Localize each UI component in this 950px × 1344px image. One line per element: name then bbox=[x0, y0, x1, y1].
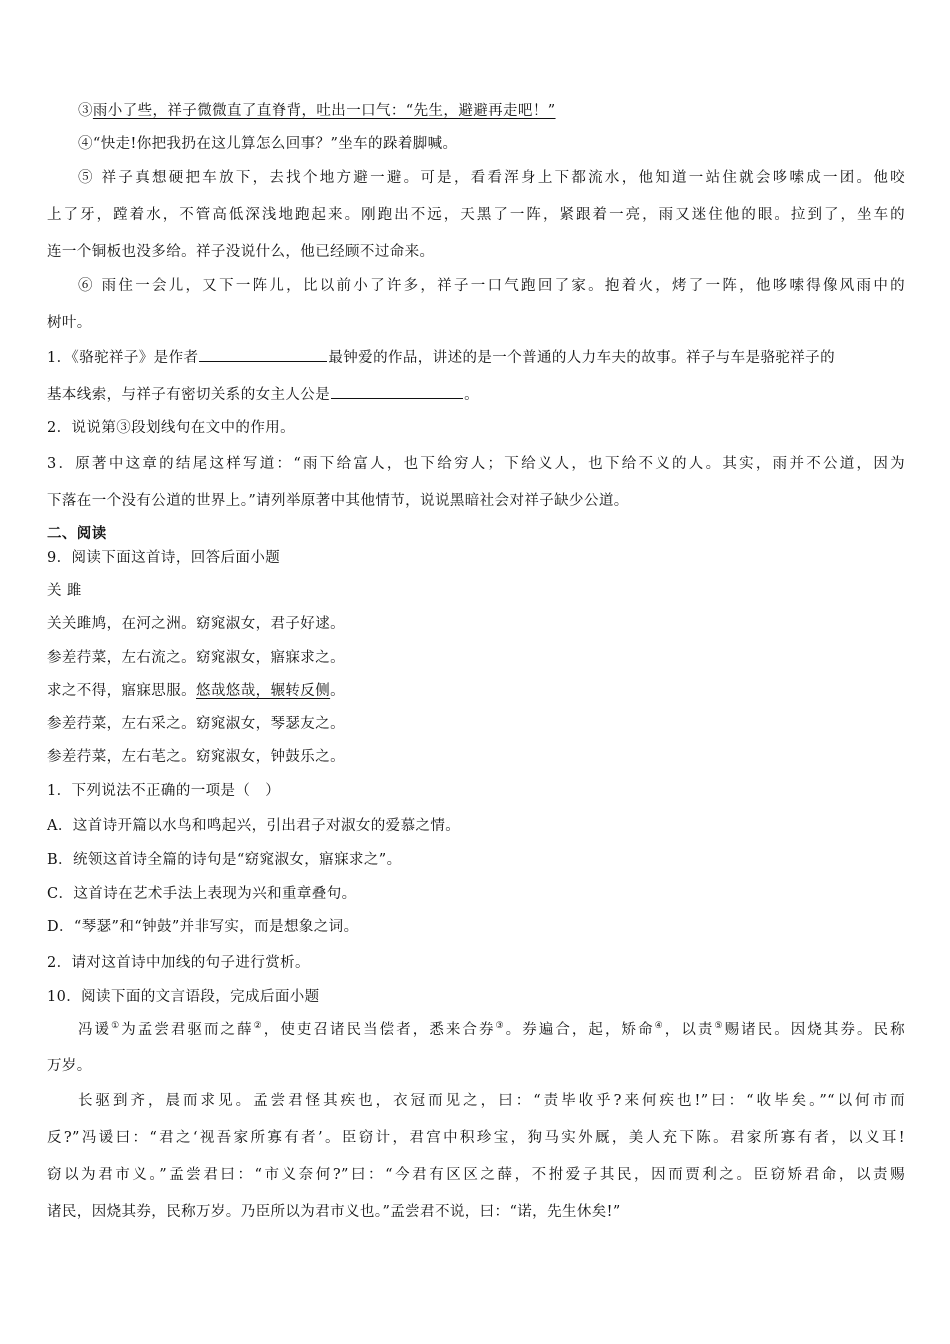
question-text: 最钟爱的作品，讲述的是一个普通的人力车夫的故事。祥子与车是骆驼祥子的 bbox=[328, 350, 835, 366]
option-b[interactable]: B．统领这首诗全篇的诗句是“窈窕淑女，寤寐求之”。 bbox=[47, 852, 402, 868]
footnote-marker: ② bbox=[253, 1021, 264, 1031]
answer-blank-author[interactable] bbox=[199, 347, 327, 362]
poem-title: 关 雎 bbox=[47, 583, 82, 599]
classical-paragraph-1-line-1: 冯谖①为孟尝君驱而之薛②，使吏召诸民当偿者，悉来合券③。券遍合，起，矫命④，以责⑤赐诸民。因烧其券。民称 bbox=[78, 1021, 906, 1038]
poem-text: 。 bbox=[330, 683, 346, 699]
classical-paragraph-2-line-3: 窃以为君市义。”孟尝君曰：“市义奈何?”曰：“今君有区区之薛，不拊爱子其民，因而贾利之。臣窃矫君命，以责赐 bbox=[47, 1167, 905, 1183]
footnote-marker: ④ bbox=[654, 1021, 665, 1031]
question-8-2: 2．说说第③段划线句在文中的作用。 bbox=[47, 420, 296, 436]
question-8-3-line-1: 3．原著中这章的结尾这样写道：“雨下给富人，也下给穷人；下给义人，也下给不义的人。其实，雨并不公道，因为 bbox=[47, 456, 905, 472]
poem-line-2: 参差荇菜，左右流之。窈窕淑女，寤寐求之。 bbox=[47, 650, 345, 666]
poem-line-5: 参差荇菜，左右芼之。窈窕淑女，钟鼓乐之。 bbox=[47, 749, 345, 765]
question-9-1: 1．下列说法不正确的一项是（ ） bbox=[47, 783, 281, 799]
classical-paragraph-2-line-1: 长驱到齐，晨而求见。孟尝君怪其疾也，衣冠而见之，曰：“责毕收乎?来何疾也!”曰：“收毕矣。”“以何市而 bbox=[78, 1093, 905, 1109]
option-c[interactable]: C．这首诗在艺术手法上表现为兴和重章叠句。 bbox=[47, 886, 357, 902]
question-text: 1．《骆驼祥子》是作者 bbox=[47, 350, 199, 366]
poem-text: 求之不得，寤寐思服。 bbox=[47, 683, 196, 699]
section-heading: 二、阅读 bbox=[47, 526, 107, 542]
poem-line-1: 关关雎鸠，在河之洲。窈窕淑女，君子好逑。 bbox=[47, 616, 345, 632]
answer-blank-heroine[interactable] bbox=[331, 384, 463, 399]
novel-paragraph-5-line-2: 上了牙，蹚着水，不管高低深浅地跑起来。刚跑出不远，天黑了一阵，紧跟着一亮，雨又迷住他的眼。拉到了，坐车的 bbox=[47, 207, 905, 223]
question-text: 。 bbox=[464, 387, 480, 403]
novel-paragraph-6-line-1: ⑥ 雨住一会儿，又下一阵儿，比以前小了许多，祥子一口气跑回了家。抱着火，烤了一阵，他哆嗦得像风雨中的 bbox=[78, 278, 905, 294]
novel-paragraph-6-line-2: 树叶。 bbox=[47, 315, 92, 331]
question-8-3-line-2: 下落在一个没有公道的世界上。”请列举原著中其他情节，说说黑暗社会对祥子缺少公道。 bbox=[47, 493, 629, 509]
underlined-poem-phrase: 悠哉悠哉，辗转反侧 bbox=[196, 683, 331, 699]
question-9-prompt: 9．阅读下面这首诗，回答后面小题 bbox=[47, 550, 281, 566]
novel-paragraph-5-line-3: 连一个铜板也没多给。祥子没说什么，他已经顾不过命来。 bbox=[47, 244, 435, 260]
question-8-1-line-2 bbox=[47, 384, 905, 405]
question-8-1-line-1 bbox=[47, 347, 905, 368]
question-10-prompt: 10．阅读下面的文言语段，完成后面小题 bbox=[47, 989, 320, 1005]
footnote-marker: ⑤ bbox=[714, 1021, 725, 1031]
option-d[interactable]: D．“琴瑟”和“钟鼓”并非写实，而是想象之词。 bbox=[47, 919, 359, 935]
poem-line-3 bbox=[47, 681, 905, 701]
classical-paragraph-2-line-2: 反?”冯谖曰：“君之‘视吾家所寡有者’。臣窃计，君宫中积珍宝，狗马实外厩，美人充下陈。君家所寡有者，以义耳! bbox=[47, 1130, 905, 1146]
footnote-marker: ③ bbox=[495, 1021, 506, 1031]
option-a[interactable]: A．这首诗开篇以水鸟和鸣起兴，引出君子对淑女的爱慕之情。 bbox=[47, 818, 461, 834]
underlined-sentence: 雨小了些，祥子微微直了直脊背，吐出一口气：“先生，避避再走吧！” bbox=[92, 103, 556, 119]
footnote-marker: ① bbox=[111, 1021, 122, 1031]
poem-line-4: 参差荇菜，左右采之。窈窕淑女，琴瑟友之。 bbox=[47, 716, 345, 732]
paragraph-number: ③ bbox=[78, 103, 93, 119]
novel-paragraph-3 bbox=[78, 101, 936, 121]
novel-paragraph-5-line-1: ⑤ 祥子真想硬把车放下，去找个地方避一避。可是，看看浑身上下都流水，他知道一站住就会哆嗦成一团。他咬 bbox=[78, 170, 905, 186]
question-text: 基本线索，与祥子有密切关系的女主人公是 bbox=[47, 387, 331, 403]
question-9-2: 2．请对这首诗中加线的句子进行赏析。 bbox=[47, 955, 310, 971]
classical-paragraph-2-line-4: 诸民，因烧其券，民称万岁。乃臣所以为君市义也。”孟尝君不说，曰：“诺，先生休矣!” bbox=[47, 1204, 621, 1220]
novel-paragraph-4: ④“快走!你把我扔在这儿算怎么回事？”坐车的跺着脚喊。 bbox=[78, 136, 458, 152]
classical-paragraph-1-line-2: 万岁。 bbox=[47, 1058, 92, 1074]
